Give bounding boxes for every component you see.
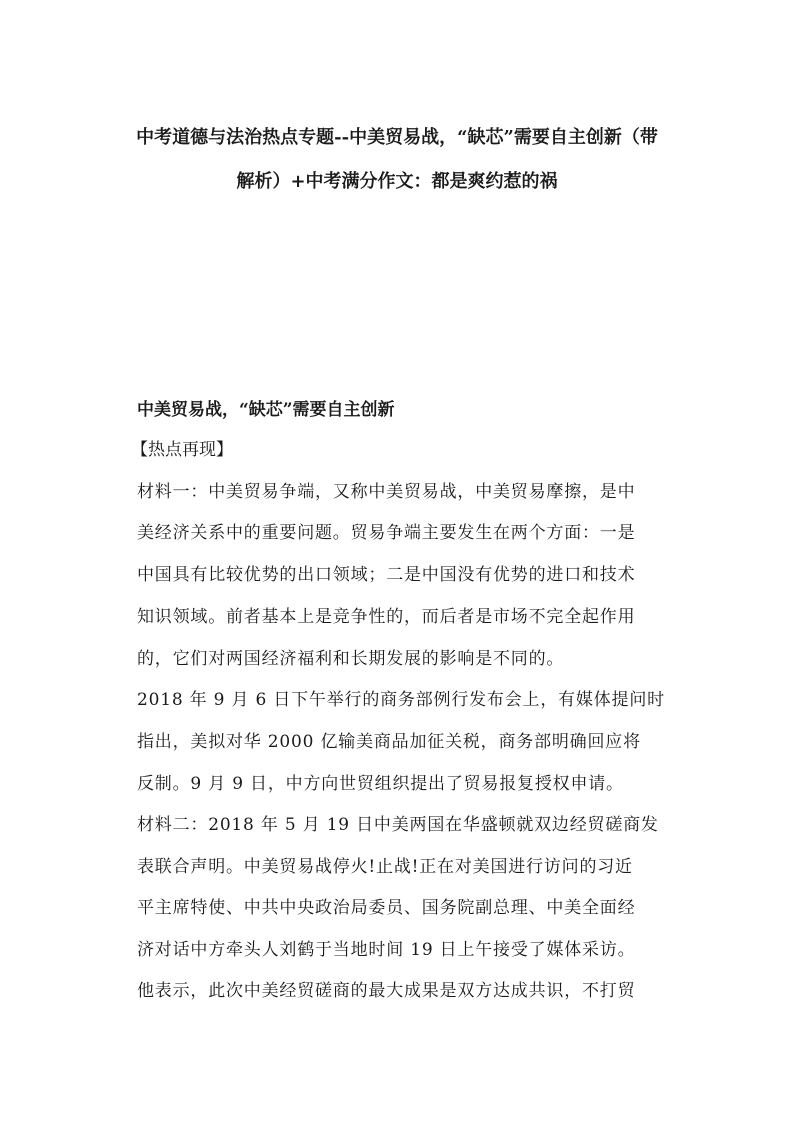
document-title — [100, 116, 694, 204]
body-line: 2018 年 9 月 6 日下午举行的商务部例行发布会上，有媒体提问时 — [137, 690, 665, 710]
body-line: 中国具有比较优势的出口领域；二是中国没有优势的进口和技术 — [137, 565, 636, 585]
section-tag: 【热点再现】 — [131, 440, 233, 460]
body-line: 材料一：中美贸易争端，又称中美贸易战，中美贸易摩擦，是中 — [137, 482, 636, 502]
body-line: 知识领域。前者基本上是竞争性的，而后者是市场不完全起作用 — [137, 607, 636, 627]
title-line-2: 解析）+中考满分作文：都是爽约惹的祸 — [236, 171, 558, 192]
body-line: 表联合声明。中美贸易战停火!止战!正在对美国进行访问的习近 — [137, 857, 633, 877]
body-line: 济对话中方牵头人刘鹤于当地时间 19 日上午接受了媒体采访。 — [137, 940, 636, 960]
section-heading: 中美贸易战，“缺芯”需要自主创新 — [137, 400, 395, 420]
body-line: 平主席特使、中共中央政治局委员、国务院副总理、中美全面经 — [137, 898, 636, 918]
body-line: 的，它们对两国经济福利和长期发展的影响是不同的。 — [137, 649, 565, 669]
body-line: 他表示，此次中美经贸磋商的最大成果是双方达成共识，不打贸 — [137, 981, 636, 1001]
body-line: 指出，美拟对华 2000 亿输美商品加征关税，商务部明确回应将 — [137, 732, 641, 752]
title-line-1: 中考道德与法治热点专题--中美贸易战，“缺芯”需要自主创新（带 — [136, 127, 658, 148]
body-line: 反制。9 月 9 日，中方向世贸组织提出了贸易报复授权申请。 — [137, 774, 624, 794]
body-line: 美经济关系中的重要问题。贸易争端主要发生在两个方面：一是 — [137, 523, 636, 543]
body-line: 材料二：2018 年 5 月 19 日中美两国在华盛顿就双边经贸磋商发 — [137, 815, 659, 835]
